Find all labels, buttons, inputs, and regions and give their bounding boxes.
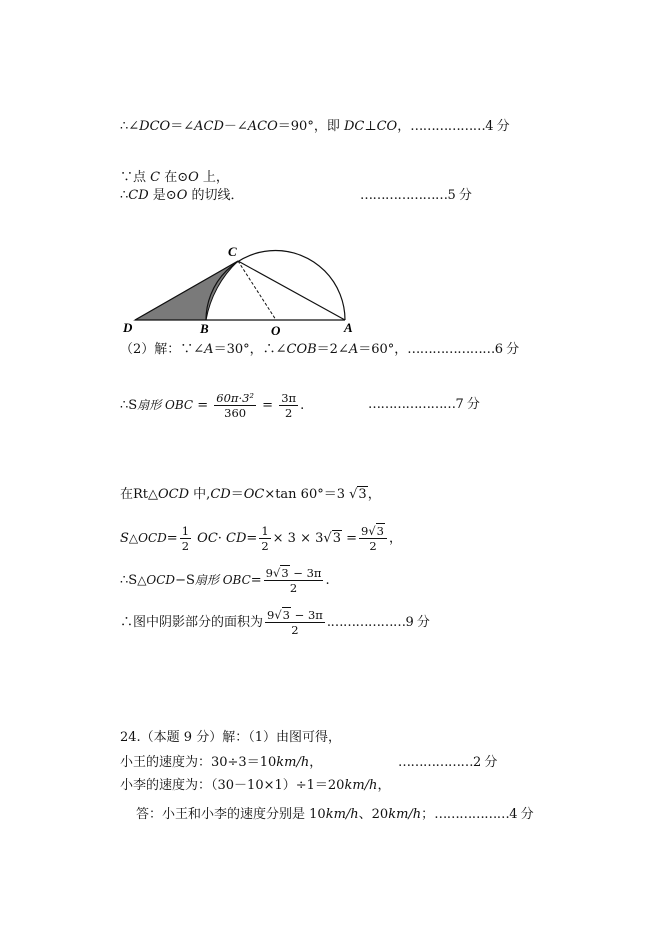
text: =: [258, 398, 278, 413]
numerator: 3π: [281, 391, 297, 405]
text: ，: [367, 487, 381, 502]
segment-co-dashed: [238, 261, 276, 320]
text: （2）解：∵∠: [120, 342, 205, 357]
text: ∴∠: [120, 119, 140, 134]
text: km/h: [276, 755, 310, 770]
text: 答：小王和小李的速度分别是 10: [136, 807, 326, 822]
numerator: 60π·3²: [216, 391, 255, 405]
text: ∴图中阴影部分的面积为: [120, 615, 264, 630]
numerator: 1: [181, 524, 190, 538]
text: ＝: [230, 487, 244, 502]
score-marker: ………………4 分: [410, 119, 510, 134]
text: ∴S: [120, 398, 138, 413]
text: 中,: [189, 487, 211, 502]
score-marker: …………………6 分: [407, 342, 519, 357]
text: OC: [197, 531, 218, 546]
text: 3: [281, 566, 289, 580]
text: ，: [388, 531, 402, 546]
proof-line-triangle-area: S△OCD= $\frac{1}{2}$ OC· CD= $\frac{1}{2}$ × 3 × 3√3 = $\frac{9√3}{2}$ ，: [120, 524, 402, 553]
label-o: O: [271, 323, 281, 338]
text: 在Rt△: [120, 487, 159, 502]
text: OC: [243, 487, 265, 502]
text: ；: [421, 807, 435, 822]
text: 的切线．: [187, 188, 244, 203]
text: − 3π: [291, 608, 323, 622]
text: O: [188, 170, 199, 185]
text: ，: [377, 778, 391, 793]
text: △OCD: [128, 531, 167, 545]
text: DCO: [139, 119, 171, 134]
text: 是⊙: [148, 188, 177, 203]
text: −S: [175, 573, 195, 588]
label-b: B: [200, 321, 209, 336]
denominator: 2: [284, 406, 293, 420]
text: CD: [226, 531, 247, 546]
text: ，: [397, 119, 411, 134]
text: 扇形 OBC: [194, 573, 251, 587]
geometry-figure: [115, 240, 375, 340]
text: 3: [376, 524, 384, 538]
text: 上，: [198, 170, 229, 185]
text: CD: [128, 188, 149, 203]
text: ⊥: [364, 119, 377, 134]
q24-line-li-speed: [120, 778, 390, 794]
denominator: 360: [224, 406, 247, 420]
text: 小李的速度为：（30－10×1）÷1＝20: [120, 778, 345, 793]
label-d: D: [123, 320, 133, 335]
fraction: $\frac{9√3}{2}$: [359, 524, 387, 553]
text: km/h: [388, 807, 422, 822]
q24-heading: 24.（本题 9 分）解：（1）由图可得，: [120, 730, 341, 745]
q24-line-wang-speed: [120, 755, 322, 771]
denominator: 2: [181, 539, 190, 553]
text: 、20: [358, 807, 389, 822]
text: km/h: [344, 778, 378, 793]
text: =: [246, 531, 258, 546]
text: S: [120, 531, 129, 546]
fraction: [279, 391, 298, 420]
text: 3: [282, 608, 290, 622]
denominator: 2: [291, 623, 299, 637]
text: km/h: [325, 807, 359, 822]
text: A: [204, 342, 214, 357]
text: ＝60°，: [358, 342, 408, 357]
semicircle-arc: [206, 251, 345, 321]
text: 3: [358, 487, 367, 502]
q24-answer-line: [136, 807, 533, 823]
text: CD: [210, 487, 231, 502]
score-marker: …………………7 分: [368, 397, 480, 412]
proof-line-perpendicular: [120, 119, 509, 135]
text: ∴: [120, 188, 129, 203]
fraction: [259, 524, 270, 553]
label-c: C: [228, 244, 237, 259]
text: × 3 × 3: [272, 531, 324, 546]
text: OCD: [158, 487, 190, 502]
proof-line-answer: [120, 608, 429, 638]
text: ＝90°，即: [277, 119, 344, 134]
text: C: [150, 170, 161, 185]
score-marker: ………………2 分: [398, 755, 497, 770]
text: －∠: [223, 119, 248, 134]
text: =: [341, 531, 357, 546]
text: ·: [217, 531, 222, 546]
label-a: A: [344, 320, 353, 335]
text: ∵点: [120, 170, 151, 185]
denominator: 2: [289, 581, 298, 595]
text: 扇形 OBC: [137, 398, 194, 412]
text: 9: [267, 608, 275, 622]
proof-line-tangent: [120, 188, 244, 204]
proof-line-right-triangle: 在Rt△OCD 中,CD＝OC×tan 60°＝3 √3，: [120, 487, 381, 502]
denominator: 2: [369, 539, 377, 553]
fraction: [180, 524, 191, 553]
score-marker: …………………5 分: [360, 188, 472, 203]
text: 在⊙: [160, 170, 189, 185]
proof-line-area-difference: [120, 565, 330, 596]
text: =: [193, 398, 213, 413]
denominator: 2: [261, 539, 269, 553]
text: ＝2∠: [316, 342, 349, 357]
text: ∴S: [120, 573, 138, 588]
fraction: [214, 391, 256, 420]
text: =: [166, 531, 178, 546]
text: △OCD: [137, 573, 176, 587]
numerator: 1: [261, 524, 269, 538]
text: 9: [361, 524, 369, 538]
text: DC: [343, 119, 365, 134]
text: =: [250, 573, 262, 588]
text: 3: [332, 531, 341, 546]
text: − 3π: [289, 566, 322, 580]
fraction: $\frac{9√3 - 3\pi}{2}$: [267, 608, 323, 637]
text: ＝30°，∴∠: [213, 342, 287, 357]
text: ACD: [194, 119, 224, 134]
text: 9: [265, 566, 273, 580]
text: 小王的速度为：30÷3＝10: [120, 755, 277, 770]
text: ACO: [247, 119, 278, 134]
text: ×tan 60°＝3: [264, 487, 345, 502]
text: ，: [309, 755, 323, 770]
proof-line-point-on-circle: [120, 170, 229, 186]
fraction: $\frac{9√3 - 3\pi}{2}$: [265, 566, 322, 595]
text: .: [300, 398, 305, 413]
text: ＝∠: [170, 119, 195, 134]
segment-ca: [238, 261, 345, 320]
text: .: [325, 573, 330, 588]
text: O: [176, 188, 188, 203]
score-marker: .………………9 分: [326, 615, 430, 630]
text: A: [348, 342, 359, 357]
text: COB: [286, 342, 317, 357]
proof-line-sector-area: [120, 390, 304, 421]
proof-line-angle-cob: [120, 342, 519, 358]
text: CO: [376, 119, 398, 134]
score-marker: ………………4 分: [434, 807, 534, 822]
